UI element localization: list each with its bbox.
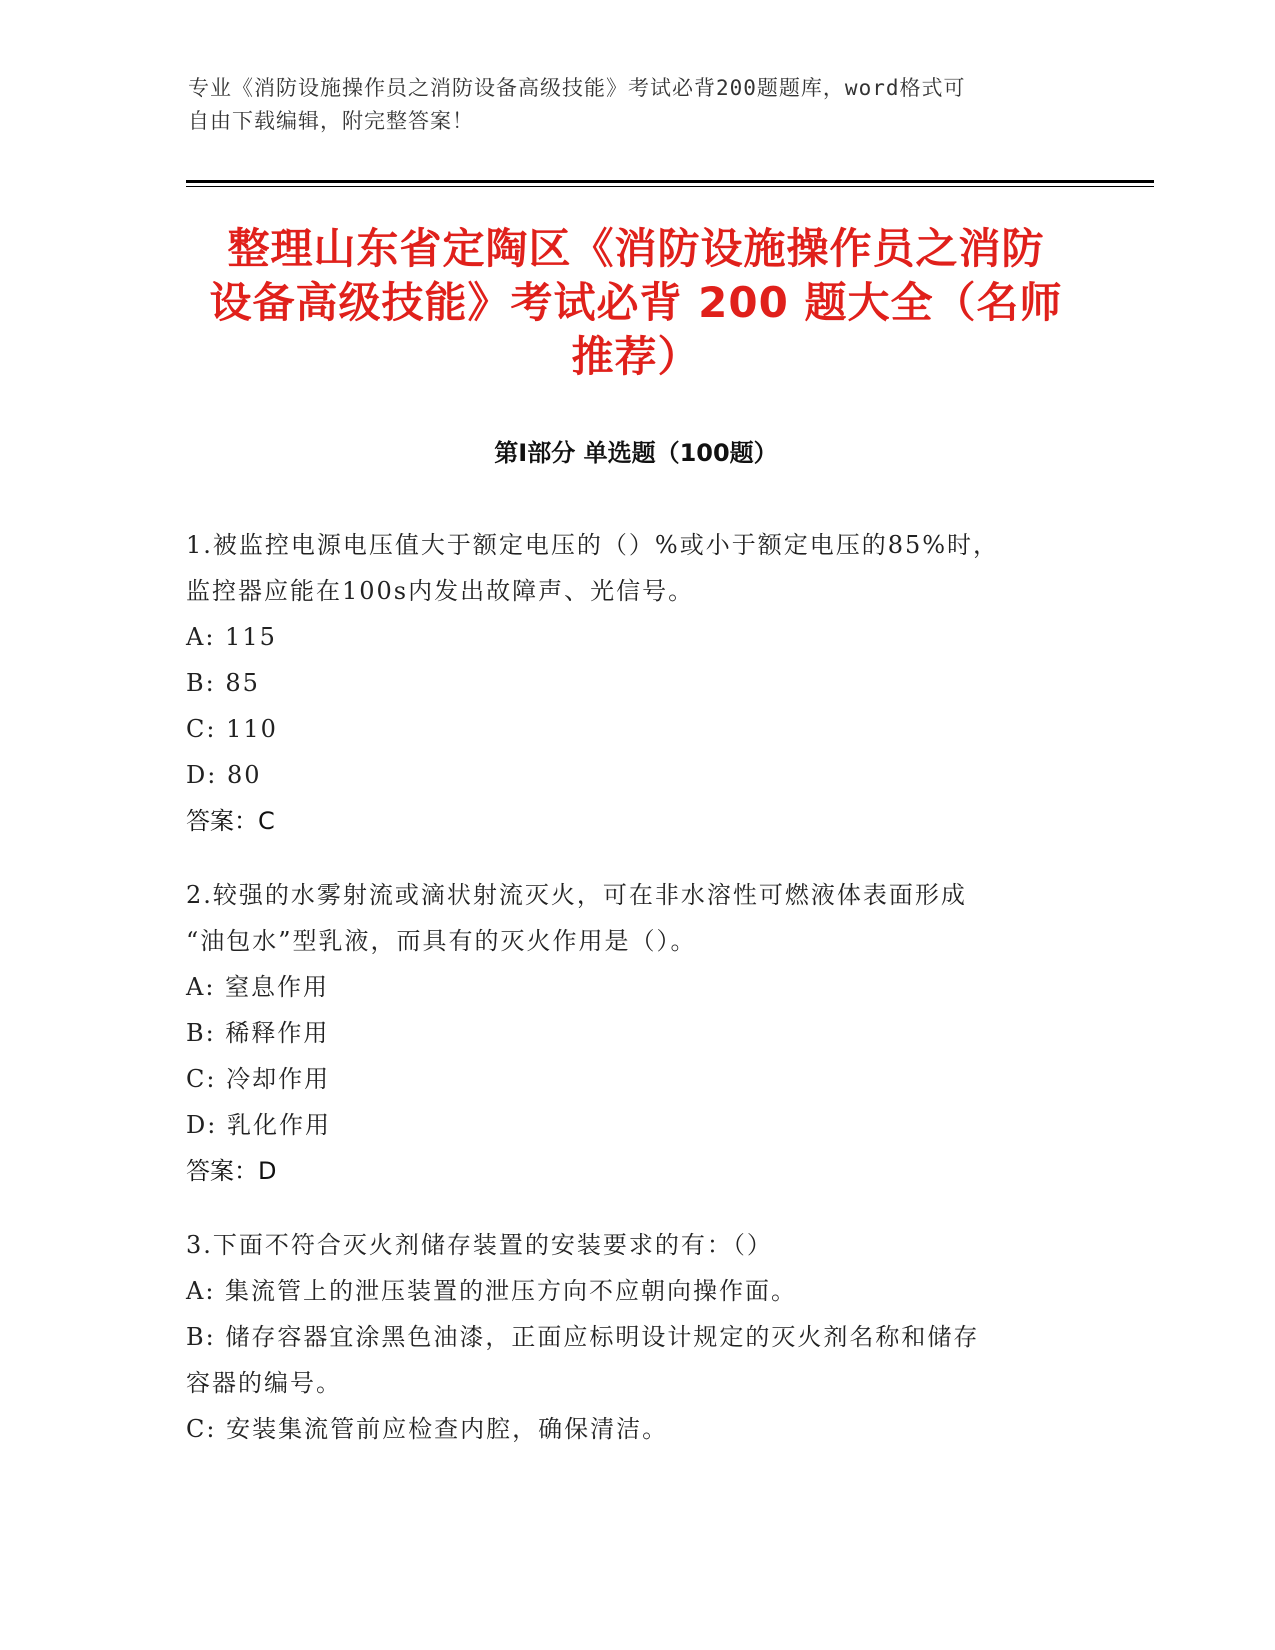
- header-divider-thick: [186, 180, 1154, 183]
- question-2-option-b: B: 稀释作用: [186, 1019, 330, 1047]
- question-2-answer: 答案：D: [186, 1157, 277, 1185]
- question-1-text-line-1: 1.被监控电源电压值大于额定电压的（）%或小于额定电压的85%时，: [186, 531, 1000, 559]
- document-header: [188, 72, 1068, 138]
- question-2-option-c: C: 冷却作用: [186, 1065, 331, 1093]
- header-divider-thin: [186, 186, 1154, 187]
- question-list: [186, 522, 1066, 1480]
- header-line-2: 自由下载编辑，附完整答案！: [188, 109, 474, 133]
- section-heading: 第Ⅰ部分 单选题（100题）: [494, 439, 778, 467]
- question-2: [186, 872, 1066, 1194]
- question-2-option-a: A: 窒息作用: [186, 973, 330, 1001]
- question-3-option-c: C: 安装集流管前应检查内腔，确保清洁。: [186, 1415, 669, 1443]
- title-line-2: 设备高级技能》考试必背 200 题大全（名师: [209, 278, 1063, 327]
- question-2-text-line-2: “油包水”型乳液，而具有的灭火作用是（）。: [186, 927, 697, 955]
- title-line-3: 推荐）: [571, 332, 701, 381]
- question-1-option-d: D: 80: [186, 761, 262, 789]
- header-line-1: 专业《消防设施操作员之消防设备高级技能》考试必背200题题库，word格式可: [188, 76, 966, 100]
- question-1: [186, 522, 1066, 844]
- question-1-text-line-2: 监控器应能在100s内发出故障声、光信号。: [186, 577, 695, 605]
- question-3-text-line-1: 3.下面不符合灭火剂储存装置的安装要求的有：（）: [186, 1231, 773, 1259]
- title-line-1: 整理山东省定陶区《消防设施操作员之消防: [227, 224, 1045, 273]
- document-title: [186, 222, 1086, 384]
- question-1-option-c: C: 110: [186, 715, 278, 743]
- question-3-option-b-continued: 容器的编号。: [186, 1369, 342, 1397]
- question-2-option-d: D: 乳化作用: [186, 1111, 331, 1139]
- question-1-option-b: B: 85: [186, 669, 260, 697]
- question-1-option-a: A: 115: [186, 623, 277, 651]
- question-1-answer: 答案：C: [186, 807, 275, 835]
- question-2-text-line-1: 2.较强的水雾射流或滴状射流灭火，可在非水溶性可燃液体表面形成: [186, 881, 967, 909]
- question-3-option-b: B: 储存容器宜涂黑色油漆，正面应标明设计规定的灭火剂名称和储存: [186, 1323, 980, 1351]
- question-3: [186, 1222, 1066, 1452]
- question-3-option-a: A: 集流管上的泄压装置的泄压方向不应朝向操作面。: [186, 1277, 798, 1305]
